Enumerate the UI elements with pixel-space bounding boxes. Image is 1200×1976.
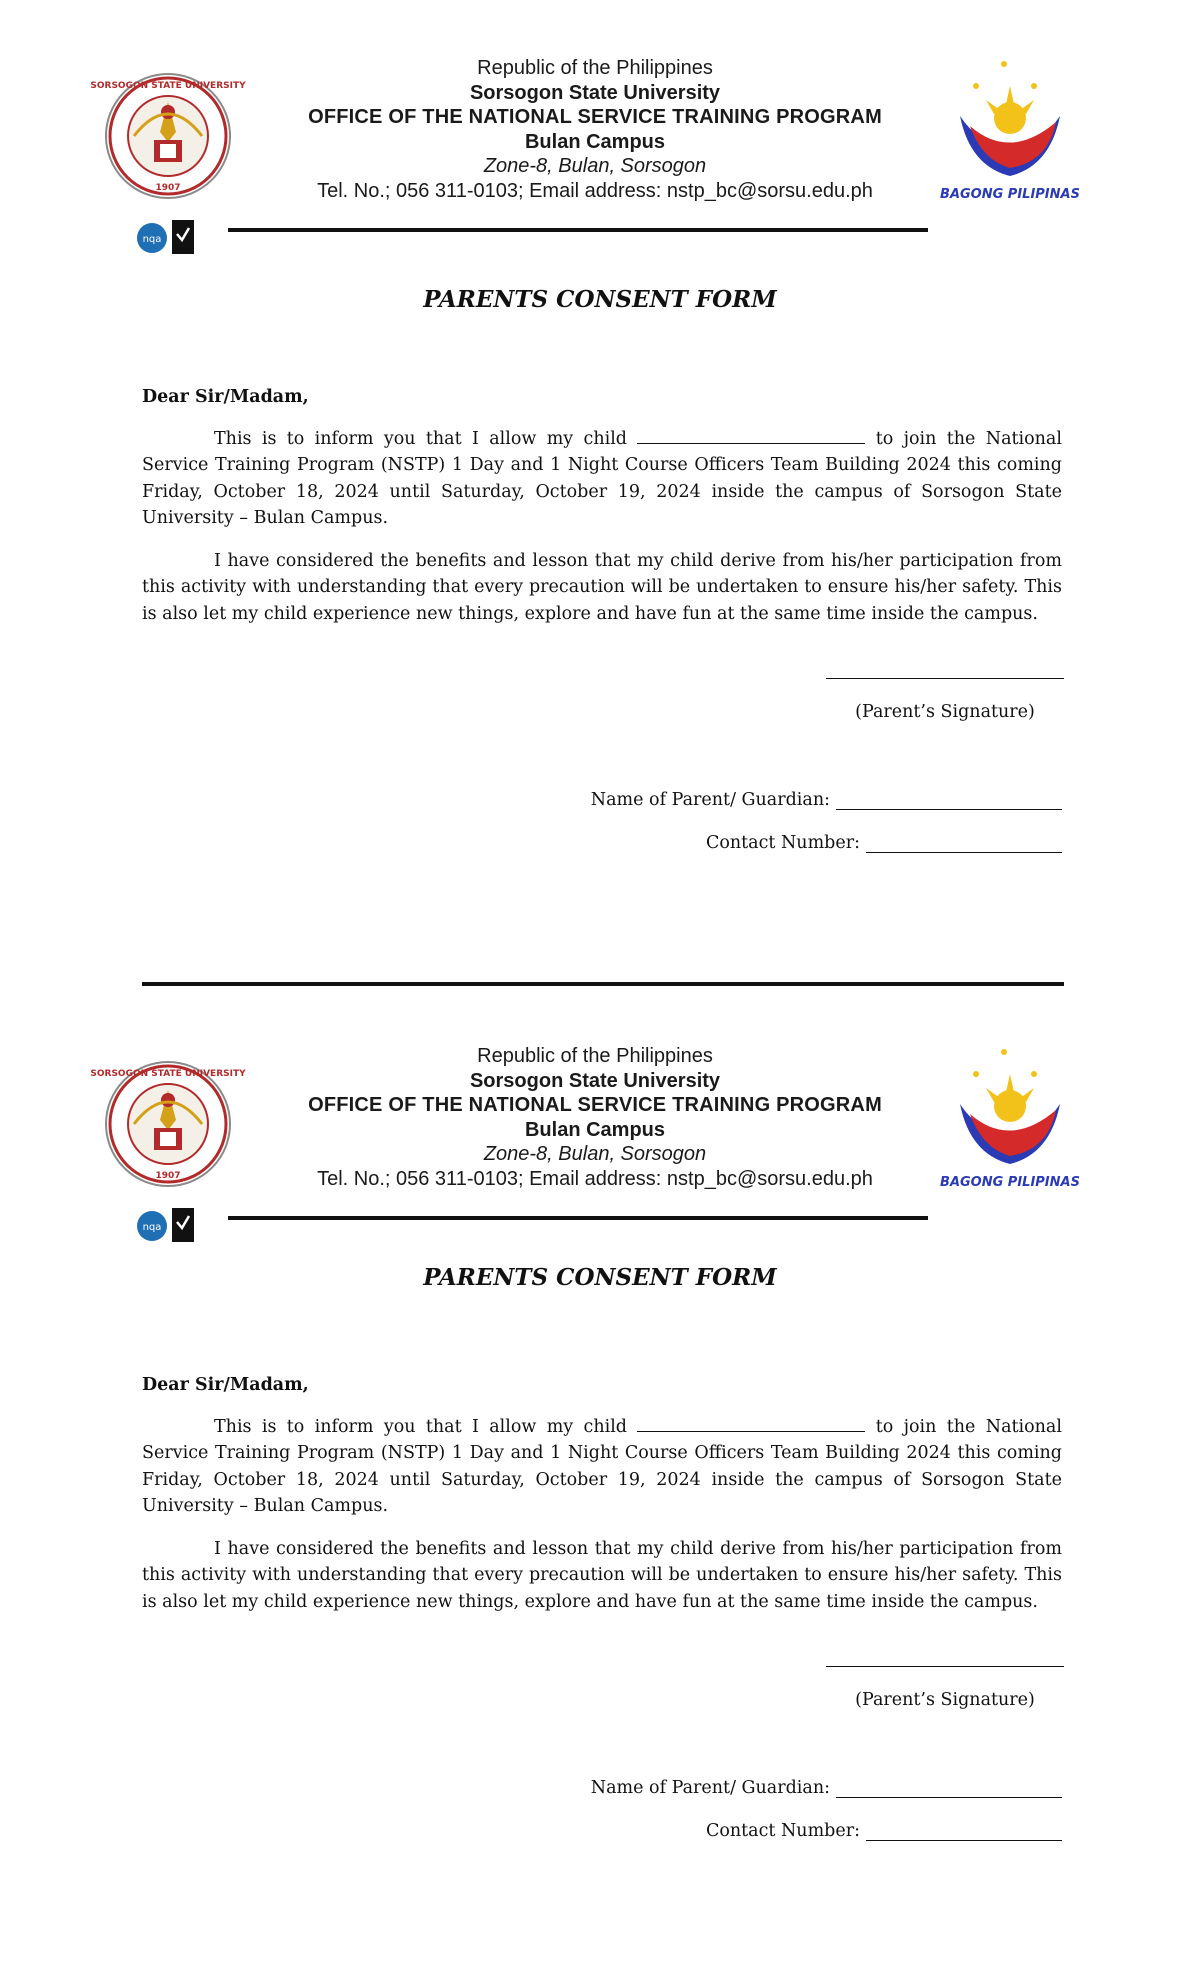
form-title: PARENTS CONSENT FORM [423,1264,777,1291]
contact-number-blank[interactable] [866,1822,1062,1841]
contact-info: Tel. No.; 056 311-0103; Email address: nstp_bc@sorsu.edu.ph [317,1167,873,1190]
cut-line-separator [142,982,1064,986]
university-seal-logo [90,72,246,200]
benefits-paragraph: I have considered the benefits and lesson that my child derive from his/her participation from this activity with understanding that every precaution will be undertaken to ensure his/her safety. This is also let my child experience new things, explore and have fun at the same time inside the campus. [142,550,1062,624]
republic-line: Republic of the Philippines [477,57,713,79]
nqa-badge-text: nqa [142,234,162,245]
seal-year-text: 1907 [155,1171,181,1181]
bagong-pilipinas-logo [930,1044,1090,1194]
seal-year-text: 1907 [155,183,181,193]
consent-form-copy-2 [0,988,1200,1976]
consent-text-start: This is to inform you that I allow my child [214,1416,627,1437]
consent-text-end: to join the National Service Training Program (NSTP) 1 Day and 1 Night Course Officers Team Building 2024 this coming Friday, October 18, 2024 until Saturday, October 19, 2024 inside the campus of Sorsogon State University – Bulan Campus. [142,428,1062,528]
campus-address: Zone-8, Bulan, Sorsogon [483,1143,707,1165]
university-name: Sorsogon State University [469,81,721,104]
signature-blank[interactable] [826,1666,1064,1667]
office-name: OFFICE OF THE NATIONAL SERVICE TRAINING PROGRAM [308,106,882,128]
bagong-pilipinas-logo [930,56,1090,206]
contact-number-label: Contact Number: [705,1821,860,1841]
guardian-name-label: Name of Parent/ Guardian: [590,790,830,810]
certification-badges [136,1206,198,1244]
guardian-name-field [591,1778,1062,1798]
child-name-blank[interactable] [637,425,865,444]
consent-text-start: This is to inform you that I allow my child [214,428,627,449]
signature-blank[interactable] [826,678,1064,679]
consent-paragraph [142,1413,1062,1520]
header-divider [228,1216,928,1220]
guardian-name-field [591,790,1062,810]
form-title: PARENTS CONSENT FORM [423,286,777,313]
salutation: Dear Sir/Madam, [142,387,309,407]
consent-text-end: to join the National Service Training Program (NSTP) 1 Day and 1 Night Course Officers Team Building 2024 this coming Friday, October 18, 2024 until Saturday, October 19, 2024 inside the campus of Sorsogon State University – Bulan Campus. [142,1416,1062,1516]
contact-number-field [706,833,1062,853]
seal-ring-text: SORSOGON STATE UNIVERSITY [90,1069,246,1079]
office-name: OFFICE OF THE NATIONAL SERVICE TRAINING PROGRAM [308,1094,882,1116]
certification-badges [136,218,198,256]
bagong-pilipinas-text: BAGONG PILIPINAS [940,187,1080,202]
guardian-name-blank[interactable] [836,791,1062,810]
contact-number-field [706,1821,1062,1841]
republic-line: Republic of the Philippines [477,1045,713,1067]
letter-body [142,384,1062,643]
salutation: Dear Sir/Madam, [142,1375,309,1395]
contact-info: Tel. No.; 056 311-0103; Email address: nstp_bc@sorsu.edu.ph [317,179,873,202]
guardian-name-label: Name of Parent/ Guardian: [590,1778,830,1798]
letterhead [300,56,890,203]
contact-number-blank[interactable] [866,834,1062,853]
campus-name: Bulan Campus [524,130,666,153]
bagong-pilipinas-text: BAGONG PILIPINAS [940,1175,1080,1190]
header-divider [228,228,928,232]
nqa-badge-text: nqa [142,1222,162,1233]
letter-body [142,1372,1062,1631]
consent-paragraph [142,425,1062,532]
university-name: Sorsogon State University [469,1069,721,1092]
benefits-paragraph: I have considered the benefits and lesson that my child derive from his/her participation from this activity with understanding that every precaution will be undertaken to ensure his/her safety. This is also let my child experience new things, explore and have fun at the same time inside the campus. [142,1538,1062,1612]
university-seal-logo [90,1060,246,1188]
signature-label: (Parent’s Signature) [855,702,1035,722]
child-name-blank[interactable] [637,1413,865,1432]
campus-address: Zone-8, Bulan, Sorsogon [483,155,707,177]
signature-label: (Parent’s Signature) [855,1690,1035,1710]
seal-ring-text: SORSOGON STATE UNIVERSITY [90,81,246,91]
letterhead [300,1044,890,1191]
campus-name: Bulan Campus [524,1118,666,1141]
guardian-name-blank[interactable] [836,1779,1062,1798]
contact-number-label: Contact Number: [705,833,860,853]
